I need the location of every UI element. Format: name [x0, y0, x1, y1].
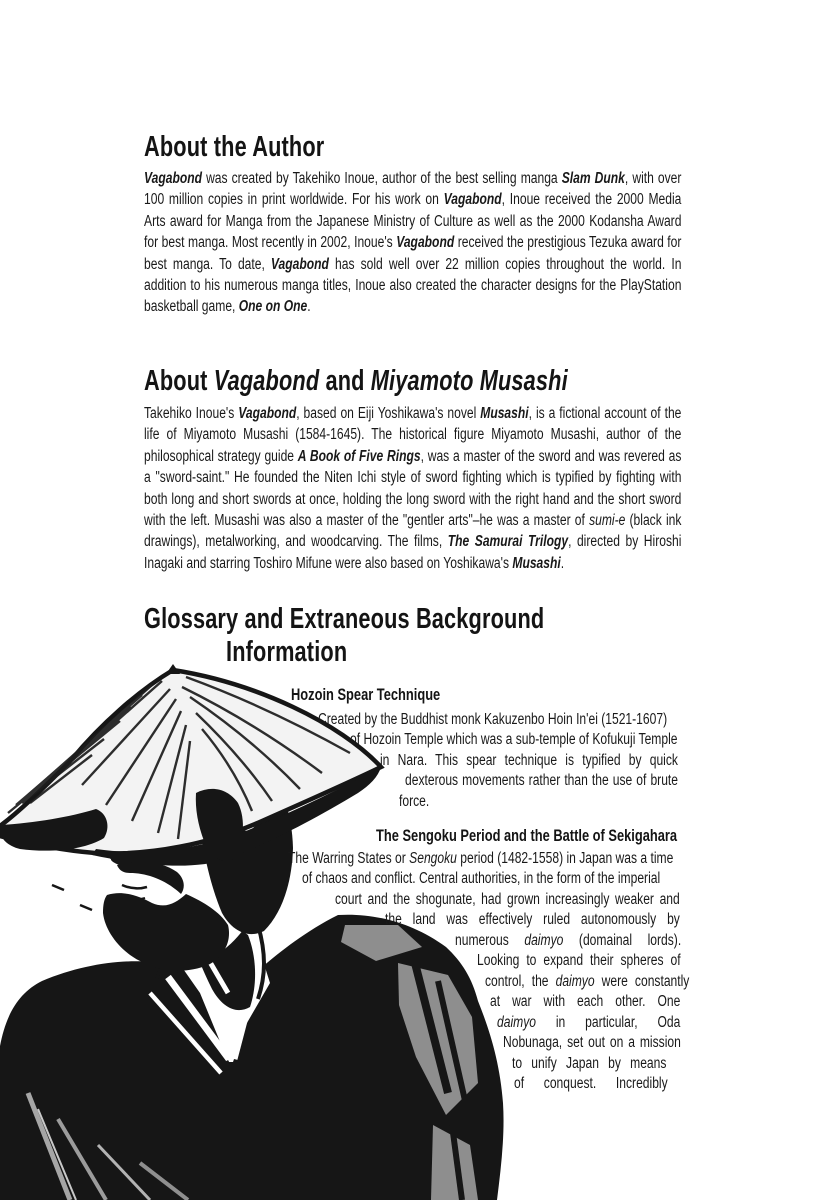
sengoku-line: Nobunaga, set out on a mission [503, 1034, 681, 1051]
hozoin-line: force. [399, 793, 430, 810]
hozoin-line: dexterous movements rather than the use of brute [405, 772, 678, 789]
heading-about-the-author: About the Author [144, 131, 325, 163]
sengoku-line: The Warring States or Sengoku period (1482-1558) in Japan was a time [288, 850, 674, 867]
hozoin-line: of Hozoin Temple which was a sub-temple of Kofukuji Temple [350, 731, 678, 748]
about-author-paragraph: Vagabond was created by Takehiko Inoue, author of the best selling manga Slam Dunk, with over 100 million copies in print worldwide. For his work on Vagabond, Inoue received the 2000 Media Arts award for Manga from the Japanese Ministry of Culture as well as the 2000 Kodansha Award for best manga. Most recently in 2002, Inoue's Vagabond received the prestigious Tezuka award for best manga. To date, Vagabond has sold well over 22 million copies throughout the world. In addition to his numerous manga titles, Inoue also created the character designs for the PlayStation basketball game, One on One. [144, 170, 682, 316]
heading-about-vagabond-musashi: About Vagabond and Miyamoto Musashi [144, 365, 568, 397]
hozoin-line: Created by the Buddhist monk Kakuzenbo Hoin In'ei (1521-1607) [318, 711, 668, 728]
sengoku-line: court and the shogunate, had grown increasingly weaker and [335, 891, 680, 908]
subheading-sengoku-period: The Sengoku Period and the Battle of Sekigahara [376, 827, 678, 845]
sengoku-line: the land was effectively ruled autonomously by [385, 911, 680, 928]
hozoin-line: in Nara. This spear technique is typified by quick [380, 752, 678, 769]
sengoku-line: numerous daimyo (domainal lords). [455, 932, 682, 949]
sengoku-line: at war with each other. One [490, 993, 681, 1010]
subheading-hozoin-spear-technique: Hozoin Spear Technique [291, 686, 441, 704]
sengoku-line: to unify Japan by means [512, 1055, 667, 1072]
heading-glossary-line2: Information [226, 636, 348, 668]
sengoku-line: control, the daimyo were constantly [485, 973, 690, 990]
heading-glossary-line1: Glossary and Extraneous Background [144, 603, 545, 635]
sengoku-line: of conquest. Incredibly [514, 1075, 668, 1092]
sengoku-line: Looking to expand their spheres of [477, 952, 681, 969]
sengoku-line: daimyo in particular, Oda [497, 1014, 681, 1031]
about-vagabond-paragraph: Takehiko Inoue's Vagabond, based on Eiji Yoshikawa's novel Musashi, is a fictional account of the life of Miyamoto Musashi (1584-1645). The historical figure Miyamoto Musashi, author of the philosophical strategy guide A Book of Five Rings, was a master of the sword and was revered as a "sword-saint." He founded the Niten Ichi style of sword fighting which is typified by fighting with both long and short swords at once, holding the long sword with the right hand and the short sword with the left. Musashi was also a master of the "gentler arts"–he was a master of sumi-e (black ink drawings), metalworking, and woodcarving. The films, The Samurai Trilogy, directed by Hiroshi Inagaki and starring Toshiro Mifune were also based on Yoshikawa's Musashi. [144, 405, 682, 572]
sengoku-line: of chaos and conflict. Central authorities, in the form of the imperial [302, 870, 661, 887]
